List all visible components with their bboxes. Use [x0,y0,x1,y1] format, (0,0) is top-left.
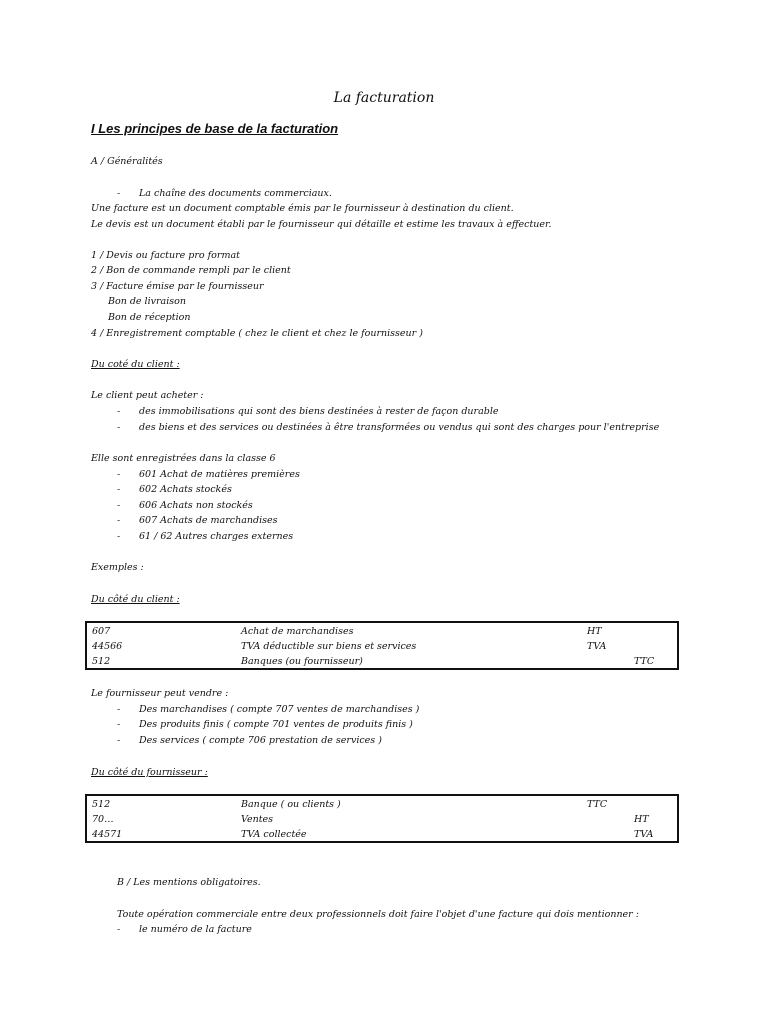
document-title: La facturation [333,90,435,106]
step-item: 1 / Devis ou facture pro format [91,250,240,261]
debit-cell: TVA [587,641,607,652]
label-cell: Achat de marchandises [241,626,354,637]
list-item: - 607 Achats de marchandises [117,515,278,526]
table-row [87,640,677,653]
client-side-heading: Du coté du client : [91,359,180,370]
step-item: 3 / Facture émise par le fournisseur [91,281,264,292]
list-item: - des immobilisations qui sont des biens destinées à rester de façon durable [117,406,499,417]
label-cell: Ventes [241,814,274,825]
list-item: - des biens et des services ou destinées à être transformées ou vendus qui sont des charges pour l'entreprise [117,422,660,433]
list-item: - Des services ( compte 706 prestation de services ) [117,735,382,746]
list-item: - Des marchandises ( compte 707 ventes de marchandises ) [117,704,420,715]
list-item: - 601 Achat de matières premières [117,469,300,480]
step-item: 4 / Enregistrement comptable ( chez le client et chez le fournisseur ) [91,328,423,339]
account-cell: 512 [92,656,111,667]
section-heading: I Les principes de base de la facturation [91,121,339,136]
table-row [87,625,677,638]
list-item: - La chaîne des documents commerciaux. [117,188,332,199]
definition-facture: Une facture est un document comptable émis par le fournisseur à destination du client. [91,203,514,214]
list-item: - Des produits finis ( compte 701 ventes de produits finis ) [117,719,413,730]
list-item: - le numéro de la facture [117,924,252,935]
label-cell: TVA collectée [241,829,307,840]
account-cell: 70… [92,814,114,825]
table-row [87,828,677,841]
examples-label: Exemples : [91,562,144,573]
step-subitem: Bon de livraison [108,296,186,307]
client-example-heading: Du côté du client : [91,594,180,605]
credit-cell: TTC [634,656,655,667]
account-cell: 607 [92,626,111,637]
list-item: - 61 / 62 Autres charges externes [117,531,294,542]
account-cell: 44571 [92,829,123,840]
account-cell: 512 [92,799,111,810]
label-cell: Banques (ou fournisseur) [241,656,363,667]
supplier-journal-table [85,794,679,843]
debit-cell: HT [587,626,602,637]
table-row [87,798,677,811]
supplier-example-heading: Du côté du fournisseur : [91,767,208,778]
label-cell: TVA déductible sur biens et services [241,641,417,652]
step-item: 2 / Bon de commande rempli par le client [91,265,291,276]
list-item: - 602 Achats stockés [117,484,232,495]
supplier-can-sell: Le fournisseur peut vendre : [91,688,229,699]
account-cell: 44566 [92,641,123,652]
debit-cell: TTC [587,799,608,810]
table-row [87,813,677,826]
class6-intro: Elle sont enregistrées dans la classe 6 [91,453,276,464]
step-subitem: Bon de réception [108,312,191,323]
client-can-buy: Le client peut acheter : [91,390,204,401]
credit-cell: TVA [634,829,654,840]
subheading-generalites: A / Généralités [91,156,163,167]
client-journal-table [85,621,679,670]
definition-devis: Le devis est un document établi par le fournisseur qui détaille et estime les travaux à effectuer. [91,219,552,230]
subheading-mentions: B / Les mentions obligatoires. [117,877,261,888]
list-item: - 606 Achats non stockés [117,500,253,511]
label-cell: Banque ( ou clients ) [241,799,341,810]
credit-cell: HT [634,814,649,825]
table-row [87,655,677,668]
mandatory-intro: Toute opération commerciale entre deux professionnels doit faire l'objet d'une facture qui dois mentionner : [117,909,639,920]
